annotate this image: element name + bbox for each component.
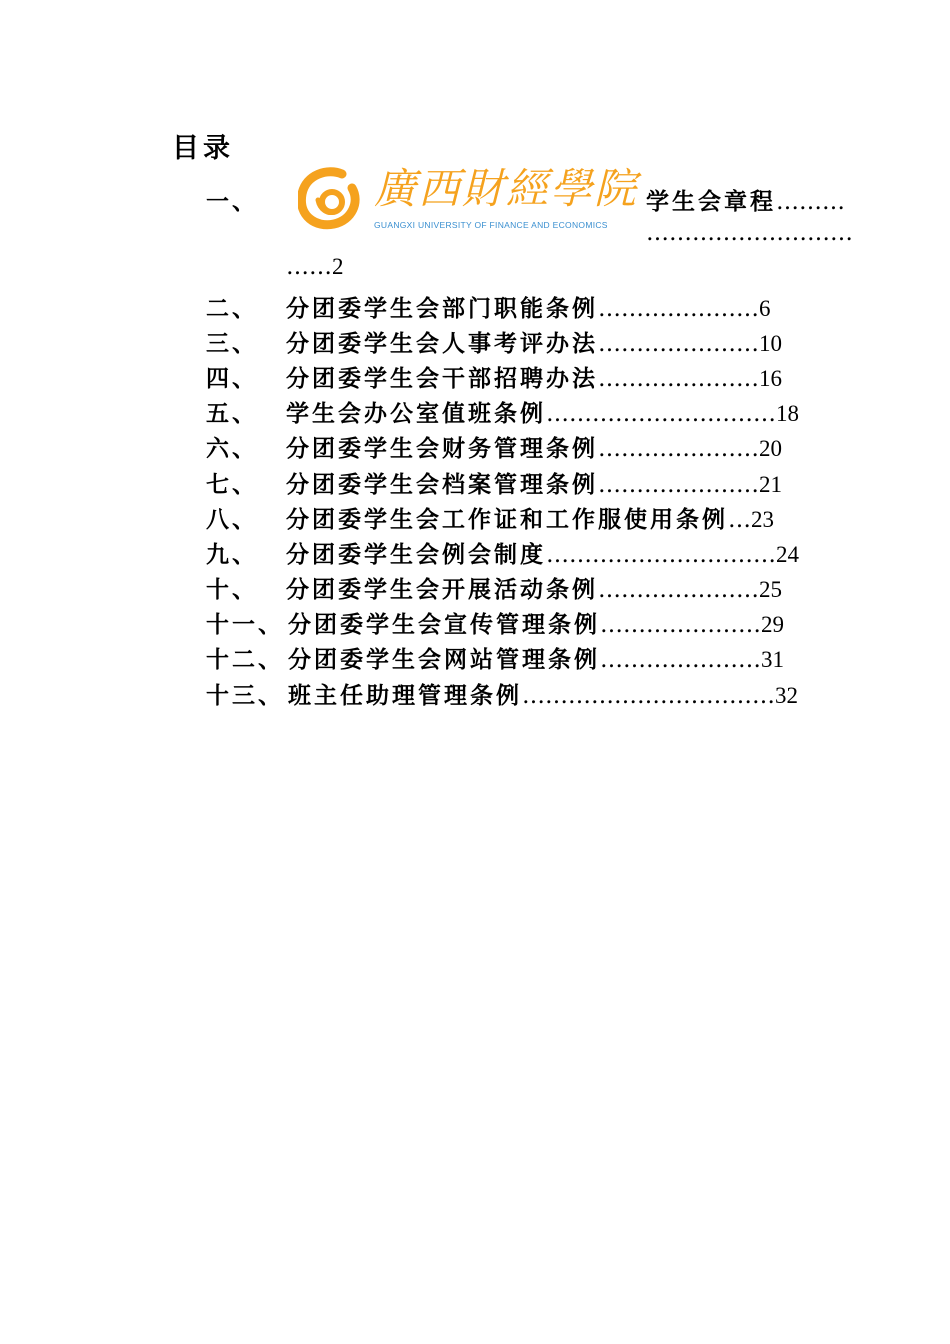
logo-english-name: GUANGXI UNIVERSITY OF FINANCE AND ECONOMICS: [374, 220, 608, 230]
toc-entry-page-number: 10: [759, 331, 782, 356]
toc-entry-leader-dots: …………………: [600, 612, 761, 638]
toc-entry-1-label: 学生会章程: [646, 188, 776, 215]
toc-entry[interactable]: [286, 360, 782, 393]
toc-entry-page-number: 29: [761, 612, 784, 637]
university-emblem-icon: [298, 166, 362, 232]
toc-entry-label: 班主任助理管理条例: [288, 682, 522, 709]
toc-entry[interactable]: [288, 606, 784, 639]
toc-entry-number: 十一、: [206, 611, 284, 638]
toc-entry[interactable]: [286, 466, 782, 499]
toc-entry[interactable]: [286, 290, 771, 323]
toc-entry-page-number: 24: [776, 542, 799, 567]
toc-entry-number: 十三、: [206, 682, 284, 709]
toc-entry-1-page: 2: [332, 254, 344, 279]
toc-entry-page-number: 21: [759, 472, 782, 497]
toc-entry-1-dots-b: ………………………: [646, 220, 853, 246]
toc-entry-number: 五、: [206, 400, 258, 427]
toc-entry-page-number: 32: [775, 683, 798, 708]
toc-entry-label: 分团委学生会开展活动条例: [286, 576, 598, 603]
toc-entry-leader-dots: …………………: [598, 366, 759, 392]
toc-entry[interactable]: [288, 641, 784, 674]
toc-entry-page-number: 18: [776, 401, 799, 426]
toc-entry-leader-dots: …………………: [600, 647, 761, 673]
university-logo: [298, 166, 638, 236]
toc-entry-number: 八、: [206, 506, 258, 533]
toc-entry[interactable]: [286, 430, 782, 463]
toc-entry[interactable]: [286, 325, 782, 358]
toc-entry-label: 学生会办公室值班条例: [286, 400, 546, 427]
toc-entry-label: 分团委学生会网站管理条例: [288, 646, 600, 673]
toc-entry-1-dots-a: ………: [776, 189, 845, 215]
toc-entry-page-number: 16: [759, 366, 782, 391]
toc-entry-page-number: 23: [751, 507, 774, 532]
toc-entry-label: 分团委学生会宣传管理条例: [288, 611, 600, 638]
toc-entry-1-text: [646, 183, 845, 216]
toc-entry-leader-dots: …………………: [598, 331, 759, 357]
toc-title: 目录: [172, 133, 234, 164]
toc-entry-1-dots-c: ……: [286, 254, 332, 280]
toc-entry-page-number: 25: [759, 577, 782, 602]
toc-entry-leader-dots: …: [728, 507, 751, 533]
toc-entry-number: 九、: [206, 541, 258, 568]
toc-entry-1-number: 一、: [206, 188, 258, 215]
toc-entry[interactable]: [286, 501, 774, 534]
toc-entry[interactable]: [286, 571, 782, 604]
toc-entry-1-tail: [286, 254, 344, 280]
toc-entry[interactable]: [286, 395, 799, 428]
toc-entry[interactable]: [286, 536, 799, 569]
toc-entry-leader-dots: …………………………: [546, 542, 776, 568]
toc-entry-leader-dots: ……………………………: [522, 683, 775, 709]
toc-entry-page-number: 31: [761, 647, 784, 672]
toc-entry-label: 分团委学生会人事考评办法: [286, 330, 598, 357]
toc-entry-number: 六、: [206, 435, 258, 462]
toc-entry-page-number: 20: [759, 436, 782, 461]
toc-entry-leader-dots: …………………: [598, 296, 759, 322]
toc-entry-leader-dots: …………………: [598, 436, 759, 462]
toc-entry[interactable]: [288, 677, 798, 710]
toc-entry-leader-dots: …………………………: [546, 401, 776, 427]
logo-chinese-name: 廣西財經學院: [374, 164, 639, 213]
toc-entry-number: 七、: [206, 471, 258, 498]
toc-entry-number: 三、: [206, 330, 258, 357]
toc-entry-number: 十二、: [206, 646, 284, 673]
toc-entry-number: 十、: [206, 576, 258, 603]
toc-entry-number: 二、: [206, 295, 258, 322]
toc-entry-label: 分团委学生会档案管理条例: [286, 471, 598, 498]
toc-entry-leader-dots: …………………: [598, 577, 759, 603]
toc-entry-leader-dots: …………………: [598, 472, 759, 498]
toc-entry-label: 分团委学生会部门职能条例: [286, 295, 598, 322]
toc-entry-label: 分团委学生会工作证和工作服使用条例: [286, 506, 728, 533]
toc-entry-label: 分团委学生会干部招聘办法: [286, 365, 598, 392]
toc-entry-number: 四、: [206, 365, 258, 392]
toc-entry-label: 分团委学生会财务管理条例: [286, 435, 598, 462]
toc-entry-label: 分团委学生会例会制度: [286, 541, 546, 568]
toc-entry-page-number: 6: [759, 296, 771, 321]
